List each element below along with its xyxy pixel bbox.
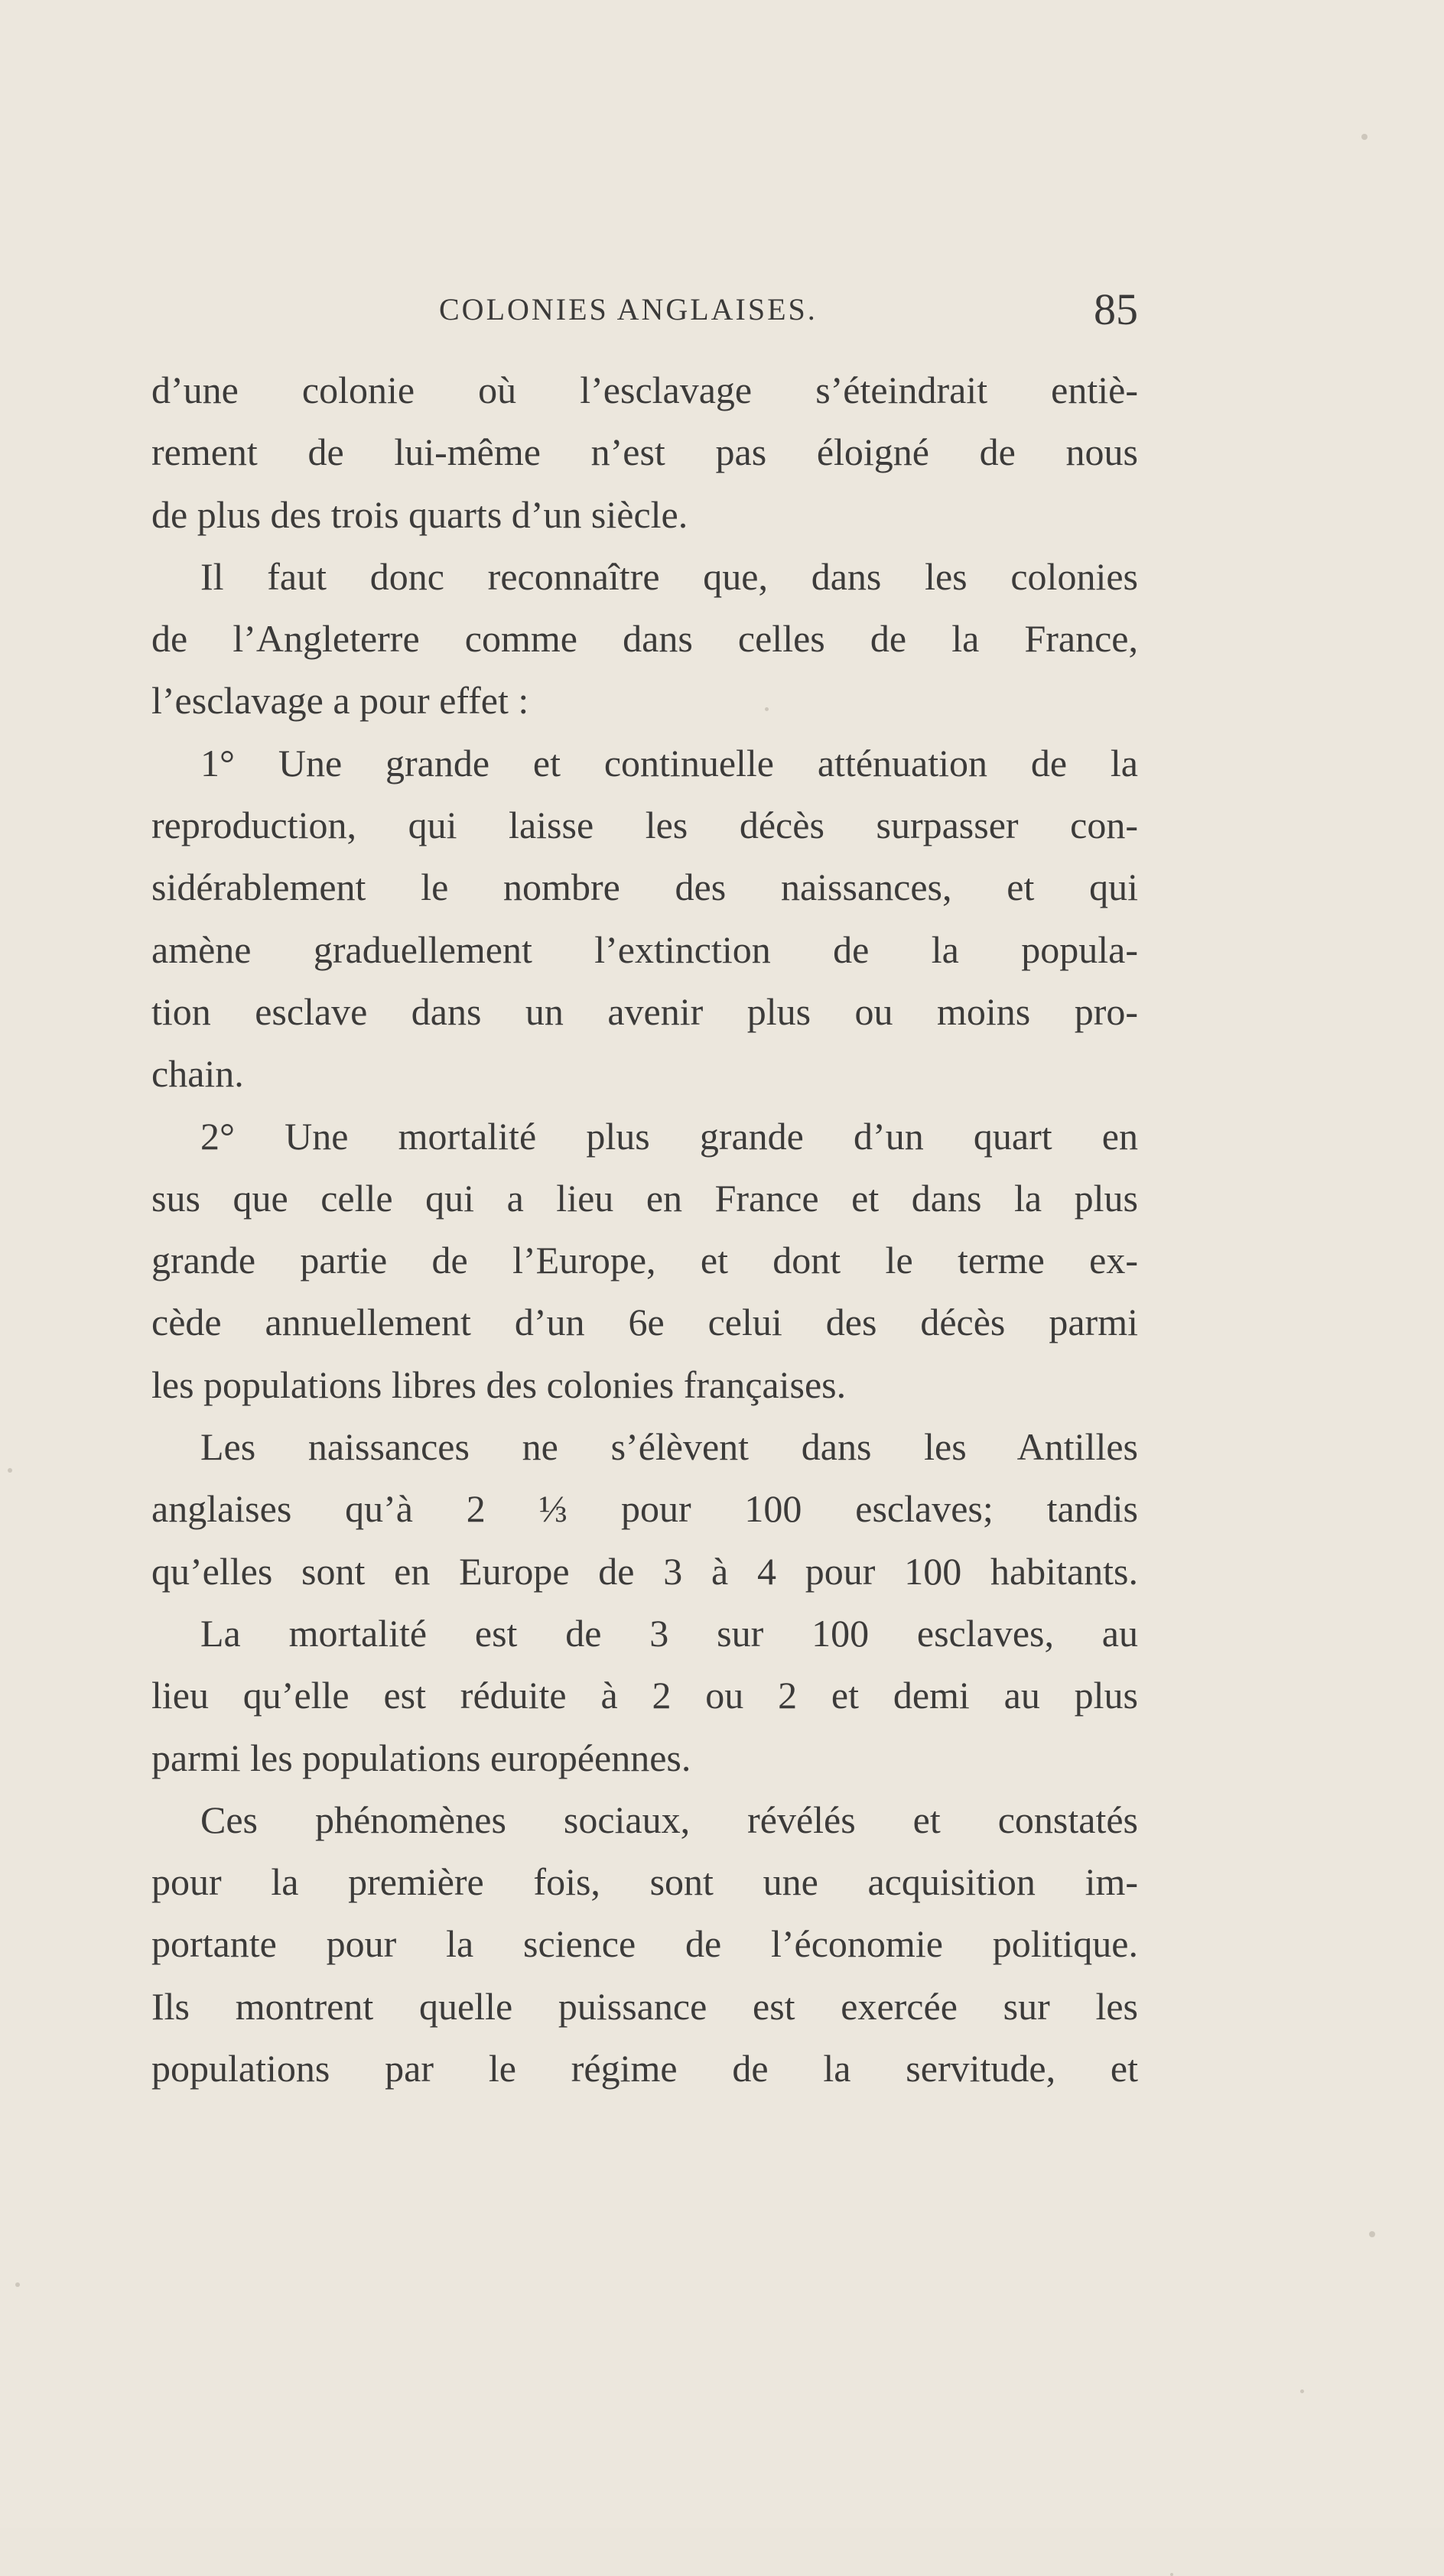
paragraph — [151, 1603, 1138, 1789]
text-line: 1° Une grande et continuelle atténuation de la — [200, 741, 1138, 784]
paper-speck — [1361, 134, 1368, 140]
text-line: Ces phénomènes sociaux, révélés et constatés — [200, 1798, 1138, 1841]
paper-speck — [765, 707, 769, 711]
text-line: parmi les populations européennes. — [151, 1736, 691, 1779]
text-line: grande partie de l’Europe, et dont le terme ex- — [151, 1239, 1138, 1282]
paragraph — [151, 546, 1138, 733]
text-line: tion esclave dans un avenir plus ou moins pro- — [151, 989, 1138, 1033]
paper-speck — [1369, 2231, 1375, 2237]
text-line: La mortalité est de 3 sur 100 esclaves, au — [200, 1611, 1138, 1655]
running-head: COLONIES ANGLAISES. — [439, 292, 818, 326]
text-line: Il faut donc reconnaître que, dans les colonies — [200, 554, 1138, 598]
text-line: anglaises qu’à 2 ⅓ pour 100 esclaves; tandis — [151, 1487, 1138, 1531]
paragraph — [151, 359, 1138, 546]
paragraph — [151, 1789, 1138, 2100]
paper-speck — [1170, 2573, 1173, 2576]
text-line: lieu qu’elle est réduite à 2 ou 2 et demi au plus — [151, 1674, 1138, 1717]
paper-speck — [8, 1468, 12, 1473]
text-line: de l’Angleterre comme dans celles de la France, — [151, 617, 1138, 661]
text-line: 2° Une mortalité plus grande d’un quart en — [200, 1114, 1138, 1158]
text-line: pour la première fois, sont une acquisition im- — [151, 1860, 1138, 1904]
text-line: sus que celle qui a lieu en France et dans la plus — [151, 1176, 1138, 1220]
text-line: cède annuellement d’un 6e celui des décès parmi — [151, 1301, 1138, 1344]
text-line: amène graduellement l’extinction de la popula- — [151, 927, 1138, 971]
text-line: l’esclavage a pour effet : — [151, 679, 529, 723]
text-line: Les naissances ne s’élèvent dans les Antilles — [200, 1425, 1138, 1469]
paragraph — [151, 1416, 1138, 1603]
text-line: de plus des trois quarts d’un siècle. — [151, 492, 688, 536]
body-text — [151, 359, 1138, 2100]
text-line: d’une colonie où l’esclavage s’éteindrait entiè- — [151, 369, 1138, 411]
text-line: portante pour la science de l’économie politique. — [151, 1922, 1138, 1966]
paper-speck — [15, 2282, 20, 2287]
paragraph — [151, 733, 1138, 1106]
text-line: les populations libres des colonies françaises. — [151, 1363, 847, 1406]
paper-speck — [1300, 2389, 1304, 2393]
text-line: populations par le régime de la servitude, et — [151, 2047, 1138, 2090]
paragraph — [151, 1106, 1138, 1416]
text-line: rement de lui-même n’est pas éloigné de nous — [151, 430, 1138, 474]
text-line: Ils montrent quelle puissance est exercée sur les — [151, 1984, 1138, 2028]
text-line: chain. — [151, 1052, 244, 1096]
page-header — [151, 283, 1138, 336]
text-line: reproduction, qui laisse les décès surpasser con- — [151, 804, 1138, 847]
text-line: qu’elles sont en Europe de 3 à 4 pour 100 habitants. — [151, 1549, 1138, 1593]
text-line: sidérablement le nombre des naissances, et qui — [151, 866, 1138, 909]
page-number: 85 — [1094, 284, 1138, 334]
